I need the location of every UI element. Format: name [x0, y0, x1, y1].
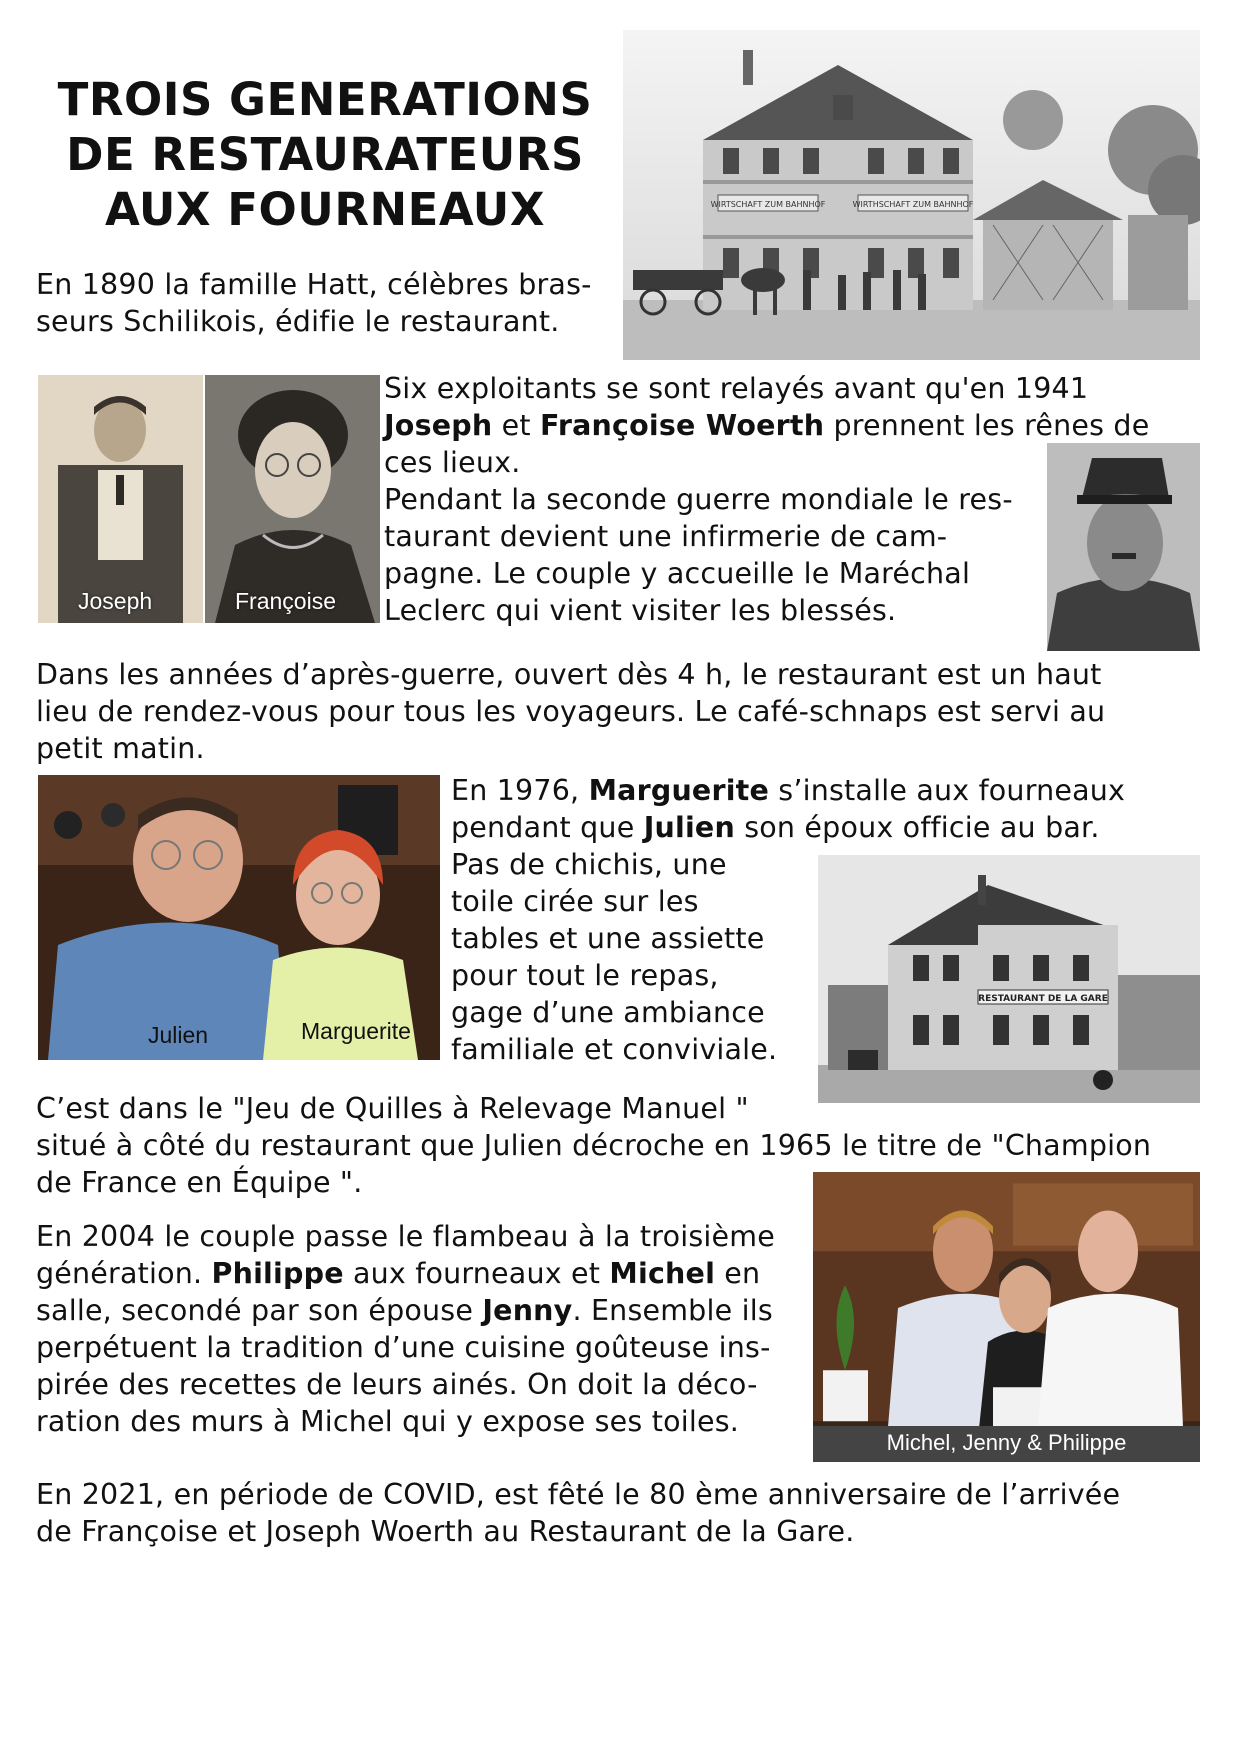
title-line-1: TROIS GENERATIONS — [57, 73, 593, 126]
marguerite-line-5: tables et une assiette — [451, 922, 765, 955]
postwar-line-3: petit matin. — [36, 732, 205, 765]
woerth-line-6: pagne. Le couple y accueille le Maréchal — [384, 557, 971, 590]
leclerc-photo — [1047, 443, 1200, 651]
francoise-photo — [205, 375, 380, 623]
julien-marguerite-photo — [38, 775, 440, 1060]
third-line-1: En 2004 le couple passe le flambeau à la troisième — [36, 1220, 775, 1253]
title-line-2: DE RESTAURATEURS — [66, 128, 584, 181]
joseph-caption: Joseph — [78, 588, 153, 614]
postwar-paragraph — [36, 656, 1105, 767]
woerth-line-1: Six exploitants se sont relayés avant qu'en 1941 — [384, 372, 1089, 405]
third-line-3: salle, secondé par son épouse Jenny. Ensemble ils — [36, 1294, 773, 1327]
third-line-4: perpétuent la tradition d’une cuisine goûteuse ins- — [36, 1331, 771, 1364]
champion-line-2: situé à côté du restaurant que Julien décroche en 1965 le titre de "Champion — [36, 1129, 1152, 1162]
jenny-name: Jenny — [482, 1294, 573, 1327]
michel-name: Michel — [609, 1257, 716, 1290]
marguerite-caption: Marguerite — [301, 1018, 411, 1044]
champion-line-3: de France en Équipe ". — [36, 1166, 363, 1199]
marguerite-line-7: gage d’une ambiance — [451, 996, 765, 1029]
page-title — [40, 72, 610, 237]
restaurant-gare-photo — [818, 855, 1200, 1103]
woerth-line-3: ces lieux. — [384, 446, 521, 479]
intro-line-2: seurs Schilikois, édifie le restaurant. — [36, 305, 560, 338]
michel-jenny-philippe-photo — [813, 1172, 1200, 1462]
postwar-line-1: Dans les années d’après-guerre, ouvert dès 4 h, le restaurant est un haut — [36, 658, 1102, 691]
woerth-paragraph — [384, 370, 1149, 629]
marguerite-line-1: En 1976, Marguerite s’installe aux fourneaux — [451, 774, 1126, 807]
philippe-name: Philippe — [211, 1257, 344, 1290]
anniversary-line-1: En 2021, en période de COVID, est fêté le 80 ème anniversaire de l’arrivée — [36, 1478, 1121, 1511]
title-line-3: AUX FOURNEAUX — [104, 183, 546, 236]
third-line-6: ration des murs à Michel qui y expose ses toiles. — [36, 1405, 739, 1438]
julien-name: Julien — [643, 811, 735, 844]
marguerite-line-3: Pas de chichis, une — [451, 848, 727, 881]
marguerite-line-6: pour tout le repas, — [451, 959, 719, 992]
woerth-line-7: Leclerc qui vient visiter les blessés. — [384, 594, 897, 627]
old-restaurant-photo — [623, 30, 1200, 360]
old-sign-right: WIRTHSCHAFT ZUM BAHNHOF — [852, 200, 974, 209]
third-generation-paragraph — [36, 1218, 775, 1440]
third-line-2: génération. Philippe aux fourneaux et Michel en — [36, 1257, 761, 1290]
intro-line-1: En 1890 la famille Hatt, célèbres bras- — [36, 268, 592, 301]
joseph-name: Joseph — [384, 409, 493, 442]
third-line-5: pirée des recettes de leurs ainés. On doit la déco- — [36, 1368, 758, 1401]
anniversary-paragraph — [36, 1476, 1120, 1550]
anniversary-line-2: de Françoise et Joseph Woerth au Restaurant de la Gare. — [36, 1515, 855, 1548]
trio-caption: Michel, Jenny & Philippe — [813, 1426, 1200, 1462]
woerth-line-2: Joseph et Françoise Woerth prennent les rênes de — [384, 409, 1150, 442]
julien-caption: Julien — [148, 1022, 209, 1048]
champion-line-1: C’est dans le "Jeu de Quilles à Relevage Manuel " — [36, 1092, 749, 1125]
marguerite-line-2: pendant que Julien son époux officie au bar. — [451, 811, 1100, 844]
marguerite-line-8: familiale et conviviale. — [451, 1033, 778, 1066]
francoise-woerth-name: Françoise Woerth — [540, 409, 825, 442]
joseph-photo — [38, 375, 203, 623]
intro-paragraph — [36, 266, 592, 340]
woerth-line-5: taurant devient une infirmerie de cam- — [384, 520, 948, 553]
gare-sign: RESTAURANT DE LA GARE — [978, 994, 1108, 1004]
woerth-line-4: Pendant la seconde guerre mondiale le res- — [384, 483, 1013, 516]
old-sign-left: WIRTSCHAFT ZUM BAHNHOF — [710, 200, 826, 209]
francoise-caption: Françoise — [235, 588, 336, 614]
postwar-line-2: lieu de rendez-vous pour tous les voyageurs. Le café-schnaps est servi au — [36, 695, 1106, 728]
marguerite-line-4: toile cirée sur les — [451, 885, 699, 918]
marguerite-name: Marguerite — [588, 774, 770, 807]
